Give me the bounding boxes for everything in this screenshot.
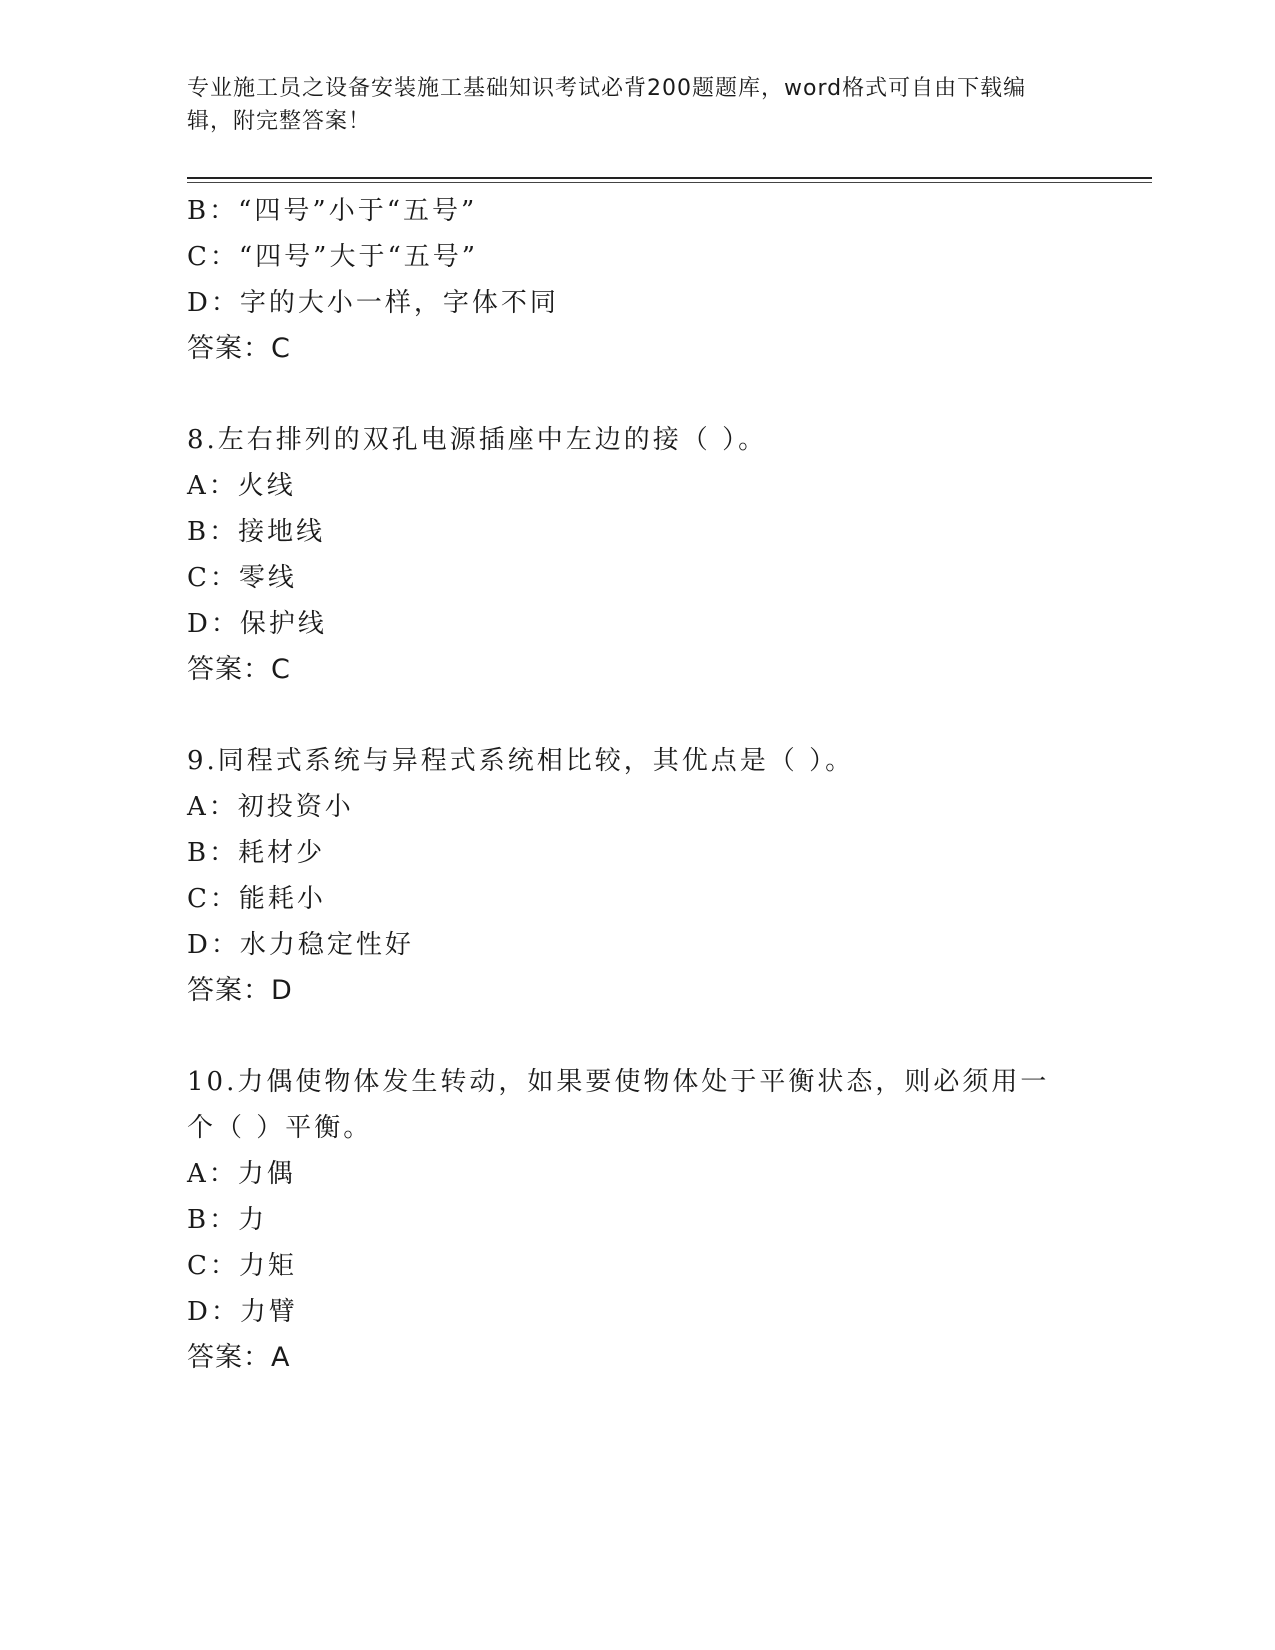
question-text: 8.左右排列的双孔电源插座中左边的接（ ）。 xyxy=(187,425,768,455)
document-header: 专业施工员之设备安装施工基础知识考试必背200题题库，word格式可自由下载编辑，附完整答案！ xyxy=(187,76,1027,134)
question-list xyxy=(187,188,1087,1381)
answer: 答案：D xyxy=(187,975,293,1006)
option-d: D：力臂 xyxy=(187,1297,298,1327)
option-d: D：字的大小一样，字体不同 xyxy=(187,288,559,318)
option-d: D：保护线 xyxy=(187,609,327,639)
option-c: C：“四号”大于“五号” xyxy=(187,242,479,272)
question-block-9 xyxy=(187,738,1087,1014)
answer: 答案：C xyxy=(187,333,291,364)
option-c: C：力矩 xyxy=(187,1251,297,1281)
option-c: C：零线 xyxy=(187,563,297,593)
question-text: 10.力偶使物体发生转动，如果要使物体处于平衡状态，则必须用一个（ ）平衡。 xyxy=(187,1067,1050,1143)
option-b: B：力 xyxy=(187,1205,268,1235)
question-block-8 xyxy=(187,417,1087,693)
option-c: C：能耗小 xyxy=(187,884,326,914)
question-block-7 xyxy=(187,188,1087,372)
header-divider-thick xyxy=(187,177,1152,179)
answer: 答案：A xyxy=(187,1342,291,1373)
spacer xyxy=(187,1014,1087,1059)
option-d: D：水力稳定性好 xyxy=(187,930,414,960)
option-b: B：“四号”小于“五号” xyxy=(187,196,478,226)
option-b: B：耗材少 xyxy=(187,838,326,868)
header-divider-thin xyxy=(187,182,1152,183)
spacer xyxy=(187,693,1087,738)
question-text: 9.同程式系统与异程式系统相比较，其优点是（ ）。 xyxy=(187,746,855,776)
question-block-10 xyxy=(187,1059,1087,1381)
option-a: A：火线 xyxy=(187,471,296,501)
option-a: A：初投资小 xyxy=(187,792,354,822)
spacer xyxy=(187,372,1087,417)
option-b: B：接地线 xyxy=(187,517,326,547)
option-a: A：力偶 xyxy=(187,1159,296,1189)
answer: 答案：C xyxy=(187,654,291,685)
